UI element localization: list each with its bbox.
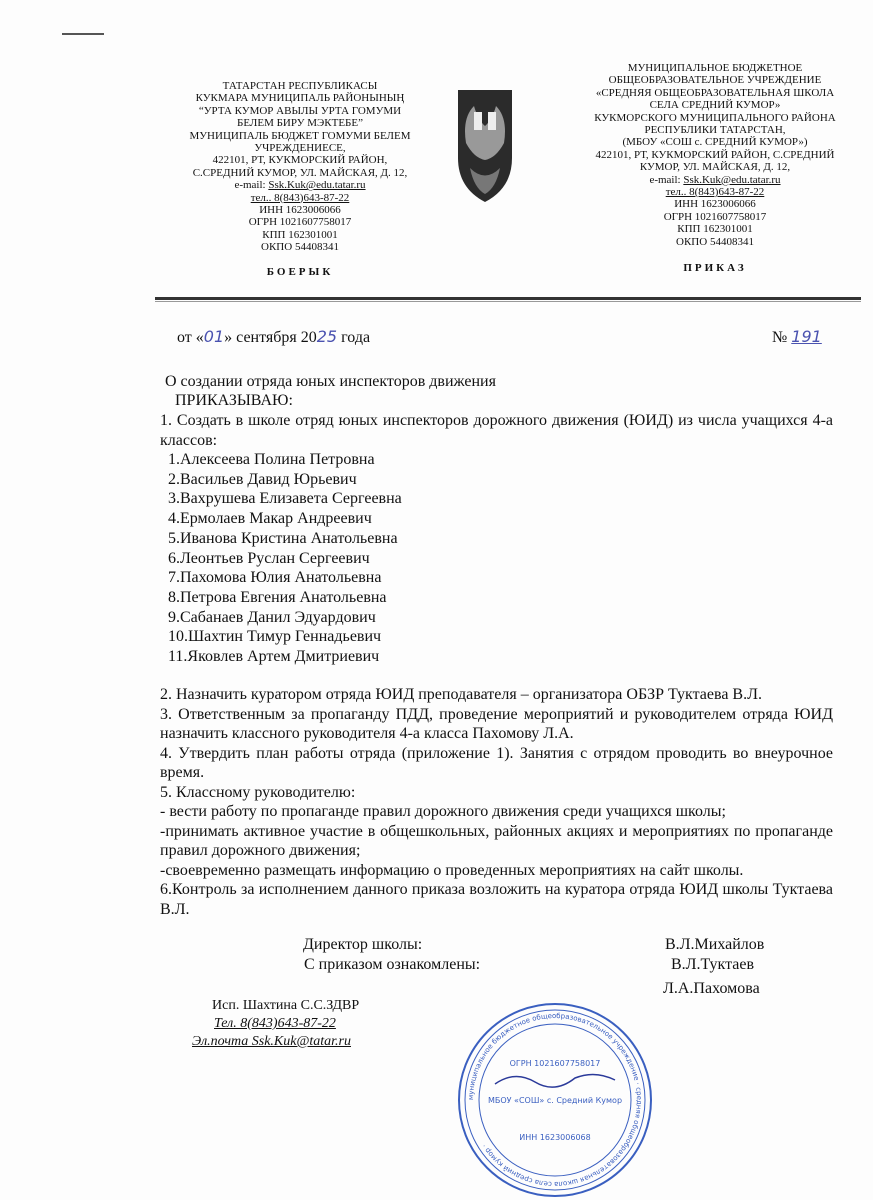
email-label: e-mail: [234,179,269,192]
header-line: «СРЕДНЯЯ ОБЩЕОБРАЗОВАТЕЛЬНАЯ ШКОЛА [595,86,835,99]
item-5-b: -принимать активное участие в общешкольных, районных акциях и мероприятиях по пропаганде правил дорожного движения; [160,822,833,859]
item-2: 2. Назначить куратором отряда ЮИД преподавателя – организатора ОБЗР Туктаева В.Л. [160,686,762,703]
coat-of-arms-icon [456,88,514,204]
director-label: Директор школы: [303,936,423,953]
header-line: 422101, РТ, КУКМОРСКИЙ РАЙОН, [212,154,388,167]
kpp: КПП 162301001 [262,228,338,241]
official-stamp [455,1000,655,1200]
header-line: “УРТА КУМОР АВЫЛЫ УРТА ГОМУМИ [198,104,402,117]
student-item: 10.Шахтин Тимур Геннадьевич [168,628,382,646]
header-divider [155,297,861,300]
order-number: № 191 [772,327,822,346]
header-line: С.СРЕДНИЙ КУМОР, УЛ. МАЙСКАЯ, Д. 12, [192,166,408,179]
date-day: 01 [203,327,225,346]
student-item: 1.Алексеева Полина Петровна [168,451,375,468]
student-item: 4.Ермолаев Макар Андреевич [168,510,372,528]
student-item: 8.Петрова Евгения Анатольевна [168,588,387,606]
inn: ИНН 1623006066 [259,204,341,217]
ack-name: Л.А.Пахомова [663,980,760,997]
phone: тел.. 8(843)643-87-22 [250,191,350,204]
header-line: УЧРЕЖДЕНИЕСЕ, [254,142,346,155]
header-line: КУКМОРСКОГО МУНИЦИПАЛЬНОГО РАЙОНА [594,111,836,124]
header-line: МУНИЦИПАЛЬНОЕ БЮДЖЕТНОЕ [627,62,803,74]
executor-name: Исп. Шахтина С.С.ЗДВР [212,998,360,1013]
doc-type-tatar: БОЕРЫК [266,265,334,278]
signature [495,1074,615,1087]
stamp-ogrn: ОГРН 1021607758017 [509,1059,601,1068]
phone: тел.. 8(843)643-87-22 [665,186,765,199]
inn: ИНН 1623006066 [674,198,756,211]
ogrn: ОГРН 1021607758017 [663,210,767,223]
student-item: 3.Вахрушева Елизавета Сергеевна [168,490,402,508]
item-1: 1. Создать в школе отряд юных инспекторов дорожного движения (ЮИД) из числа учащихся 4-а классов: [160,412,833,449]
item-4: 4. Утвердить план работы отряда (приложение 1). Занятия с отрядом проводить во внеурочное время. [160,744,833,781]
header-line: РЕСПУБЛИКИ ТАТАРСТАН, [644,124,786,137]
header-line: (МБОУ «СОШ с. СРЕДНИЙ КУМОР») [622,136,808,149]
student-item: 7.Пахомова Юлия Анатольевна [168,569,382,587]
stamp-ring-text: муниципальное бюджетное общеобразовательное учреждение · средняя общеобразовательная школа села средний кумор · [466,1011,644,1189]
item-6: 6.Контроль за исполнением данного приказа возложить на куратора отряда ЮИД школы Туктаева В.Л. [160,881,833,918]
header-line: СЕЛА СРЕДНИЙ КУМОР» [649,99,781,112]
date-line: от «01» сентября 2025 года [177,327,371,346]
student-item: 5.Иванова Кристина Анатольевна [168,529,398,547]
header-line: ТАТАРСТАН РЕСПУБЛИКАСЫ [222,80,378,92]
header-line: КУМОР, УЛ. МАЙСКАЯ, Д. 12, [639,161,791,174]
student-item: 2.Васильев Давид Юрьевич [168,470,357,488]
header-line: ОБЩЕОБРАЗОВАТЕЛЬНОЕ УЧРЕЖДЕНИЕ [608,74,822,87]
executor-email: Эл.почта Ssk.Kuk@tatar.ru [192,1034,351,1049]
doc-type-russian: ПРИКАЗ [683,262,747,275]
stamp-inn: ИНН 1623006068 [519,1133,591,1142]
okpo: ОКПО 54408341 [261,241,339,254]
ogrn: ОГРН 1021607758017 [248,216,352,229]
header-divider-thin [155,301,861,302]
okpo: ОКПО 54408341 [676,235,754,248]
header-left [155,80,445,278]
header-line: 422101, РТ, КУКМОРСКИЙ РАЙОН, С.СРЕДНИЙ [595,148,835,161]
item-3: 3. Ответственным за пропаганду ПДД, проведение мероприятий и руководителем отряда ЮИД назначить классного руководителя 4-а класса Пахомову Л.А. [160,705,833,742]
item-5: 5. Классному руководителю: [160,783,356,801]
ack-name: В.Л.Туктаев [671,956,755,973]
item-5-a: - вести работу по пропаганде правил дорожного движения среди учащихся школы; [160,803,726,820]
student-item: 9.Сабанаев Данил Эдуардович [168,608,376,626]
order-word: ПРИКАЗЫВАЮ: [175,392,293,409]
ack-label: С приказом ознакомлены: [304,956,481,973]
executor-phone: Тел. 8(843)643-87-22 [214,1016,336,1031]
email-link[interactable]: Ssk.Kuk@edu.tatar.ru [268,179,366,192]
student-item: 6.Леонтьев Руслан Сергеевич [168,549,370,567]
header-line: КУКМАРА МУНИЦИПАЛЬ РАЙОНЫНЫҢ [195,92,405,105]
header-line: БЕЛЕМ БИРУ МЭКТЕБЕ” [237,117,363,130]
header-right [570,62,860,275]
stamp-center: МБОУ «СОШ» с. Средний Кумор [487,1096,623,1105]
subject: О создании отряда юных инспекторов движения [165,373,496,390]
date-year: 25 [316,327,338,346]
header-line: МУНИЦИПАЛЬ БЮДЖЕТ ГОМУМИ БЕЛЕМ [189,129,411,142]
email-label: e-mail: [649,173,684,186]
director-name: В.Л.Михайлов [665,936,765,953]
email-link[interactable]: Ssk.Kuk@edu.tatar.ru [683,173,781,186]
item-5-c: -своевременно размещать информацию о проведенных мероприятиях на сайт школы. [160,861,744,879]
student-item: 11.Яковлев Артем Дмитриевич [168,648,380,665]
scan-mark [62,33,104,35]
kpp: КПП 162301001 [677,223,753,236]
